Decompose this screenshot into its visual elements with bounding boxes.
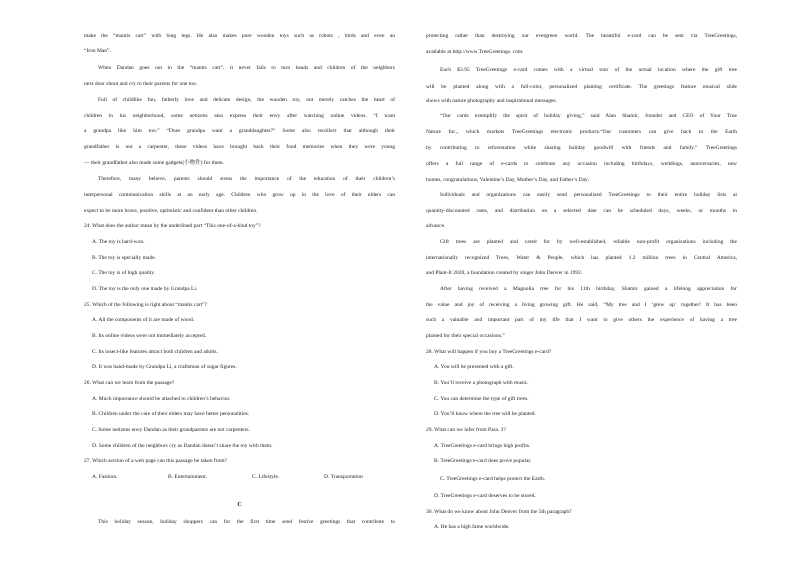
option: C. Lifestyle.	[252, 474, 280, 480]
question-26: 26. What can we learn from the passage?	[84, 380, 175, 386]
option: C. Its insect-like features attract both children and adults.	[92, 349, 218, 355]
text-line: grandfather is not a carpenter, these videos have brought back their fond memories when they were young	[84, 144, 395, 150]
text-line: planted for their special occasions.”	[426, 333, 505, 339]
text-line: shows with nature photography and inspirational messages.	[426, 98, 557, 104]
text-line: Each $3.95 TreeGreetings e-card comes with a virtual tour of the actual location where the gift tree	[440, 67, 737, 73]
text-line: a grandpa like him too.” “Does grandpa want a granddaughter?” Some also recollect that although their	[84, 128, 395, 134]
question-25: 25. Which of the following is right about “mantis cart”?	[84, 302, 208, 308]
option: B. Children under the care of their elders may have better personalities.	[92, 411, 250, 417]
question-24: 24. What does the author mean by the underlined part “This one-of-a-kind toy”?	[84, 223, 261, 229]
text-line: Therefore, many believe, parents should stress the importance of the education of their children’s	[98, 176, 395, 182]
text-line: After having received a Magnolia tree for his 11th birthday, Shamir gained a lifelong appreciation for	[440, 286, 737, 292]
text-line: Nature Inc., which markets TreeGreetings electronic products.“Our customers can give back to the Earth	[426, 129, 737, 135]
option: A. You will be presented with a gift.	[434, 364, 514, 370]
option: D. The toy is the only one made by Grandpa Li.	[92, 286, 198, 292]
text-line: “Our cards exemplify the spirit of holiday giving,” said Alan Shamir, founder and CEO of Your True	[440, 113, 737, 119]
option: A. TreeGreetings e-card brings high profits.	[434, 443, 531, 449]
question-27: 27. Which section of a web page can this passage be taken from?	[84, 458, 227, 464]
question-28: 28. What will happen if you buy a TreeGreetings e-card?	[426, 349, 552, 355]
option: A. He has a high fame worldwide.	[434, 524, 510, 530]
option: C. Some netizens envy Dandan as their grandparents are not carpenters.	[92, 427, 250, 433]
option: A. Much importance should be attached to children’s behavior.	[92, 396, 231, 402]
text-line: Gift trees are planted and cared for by well-established, reliable non-profit organizations including the	[440, 239, 737, 245]
text-line: children in his neighborhood, some netizens also express their envy after watching online videos. “I want	[84, 113, 395, 119]
text-line: Individuals and organizations can easily send personalized TreeGreetings to their entire holiday lists at	[440, 192, 737, 198]
option: B. Entertainment.	[168, 474, 207, 480]
text-line: expect to be more brave, positive, optimistic and confident than other children.	[84, 208, 258, 214]
text-line: offers a full range of e-cards to celebrate any occasion including birthdays, weddings, anniversaries, new	[426, 161, 737, 167]
option: C. The toy is of high quality.	[92, 270, 156, 276]
option: A. The toy is hard-won.	[92, 239, 145, 245]
left-column	[84, 0, 395, 562]
text-line: homes, congratulations, Valentine’s Day, Mother’s Day, and Father’s Day.	[426, 177, 589, 183]
text-line: make the “mantis cart” with long legs. He also makes pure wooden toys such as robots , birds and even an	[84, 33, 395, 39]
option: B. Its online videos were not immediately accepted.	[92, 333, 207, 339]
option: C. You can determine the type of gift trees.	[434, 396, 529, 402]
text-line: — their grandfather also made some gadgets(小物件) for them.	[84, 160, 225, 166]
text-line: the value and joy of receiving a living growing gift. He said, “My tree and I ‘grew up’ together! It has been	[426, 302, 737, 308]
text-line: quantity-discounted rates, and distribution on a selected date can be scheduled days, weeks, or months in	[426, 208, 737, 214]
option: A. All the components of it are made of wood.	[92, 317, 195, 323]
text-line: interpersonal communication skills at an early age. Children who grow up in the love of their elders can	[84, 192, 395, 198]
section-heading: C	[237, 502, 242, 508]
text-line: When Dandan goes out in the “mantis cart”, it never fails to turn heads and children of the neighbors	[98, 65, 395, 71]
option: D. You’ll know where the tree will be planted.	[434, 411, 536, 417]
text-line: by contributing to reforestation while sharing holiday goodwill with friends and family.” TreeGreetings	[426, 145, 737, 151]
text-line: such a valuable and important part of my life that I want to give others the experience of having a tree	[426, 317, 737, 323]
text-line: advance.	[426, 223, 446, 229]
text-line: internationally recognized Trees, Water & People, which has planted 1.2 million trees in Central America,	[426, 255, 737, 261]
text-line: available at http://www.TreeGreetings. com.	[426, 49, 524, 55]
text-line: will be planted along with a full-color, personalized planting certificate. The greetings feature musical slide	[426, 84, 737, 90]
text-line: “Iron Man”.	[84, 48, 111, 54]
text-line: protecting rather than destroying our evergreen world. The beautiful e-card can be sent via TreeGreetings,	[426, 33, 737, 39]
option: C. TreeGreetings e-card helps protect the Earth.	[440, 476, 546, 482]
question-29: 29. What can we infer from Para. 3?	[426, 427, 506, 433]
option: A. Fashion.	[92, 474, 118, 480]
option: B. You’ll receive a photograph with music.	[434, 380, 529, 386]
text-line: next door shout and cry to their parents for one too.	[84, 81, 198, 87]
option: D. Some children of the neighbors cry as Dandan doesn’t share the toy with them.	[92, 443, 273, 449]
question-30: 30. What do we know about John Denver from the 5th paragraph?	[426, 509, 572, 515]
right-column	[426, 0, 737, 562]
option: D. It was hand-made by Grandpa Li, a craftsman of sugar figures.	[92, 364, 237, 370]
option: B. The toy is specially made.	[92, 255, 156, 261]
option: D. Transportation	[324, 474, 363, 480]
text-line: and Plant-It 2020, a foundation created by singer John Denver in 1992.	[426, 270, 583, 276]
option: D. TreeGreetings e-card deserves to be stored.	[434, 493, 536, 499]
option: B. TreeGreetings e-card does prove popular.	[434, 458, 532, 464]
text-line: Full of childlike fun, fatherly love and delicate design, the wooden toy, not merely catches the heart of	[98, 97, 395, 103]
text-line: This holiday season, holiday shoppers can for the first time send festive greetings that contribute to	[98, 519, 395, 525]
